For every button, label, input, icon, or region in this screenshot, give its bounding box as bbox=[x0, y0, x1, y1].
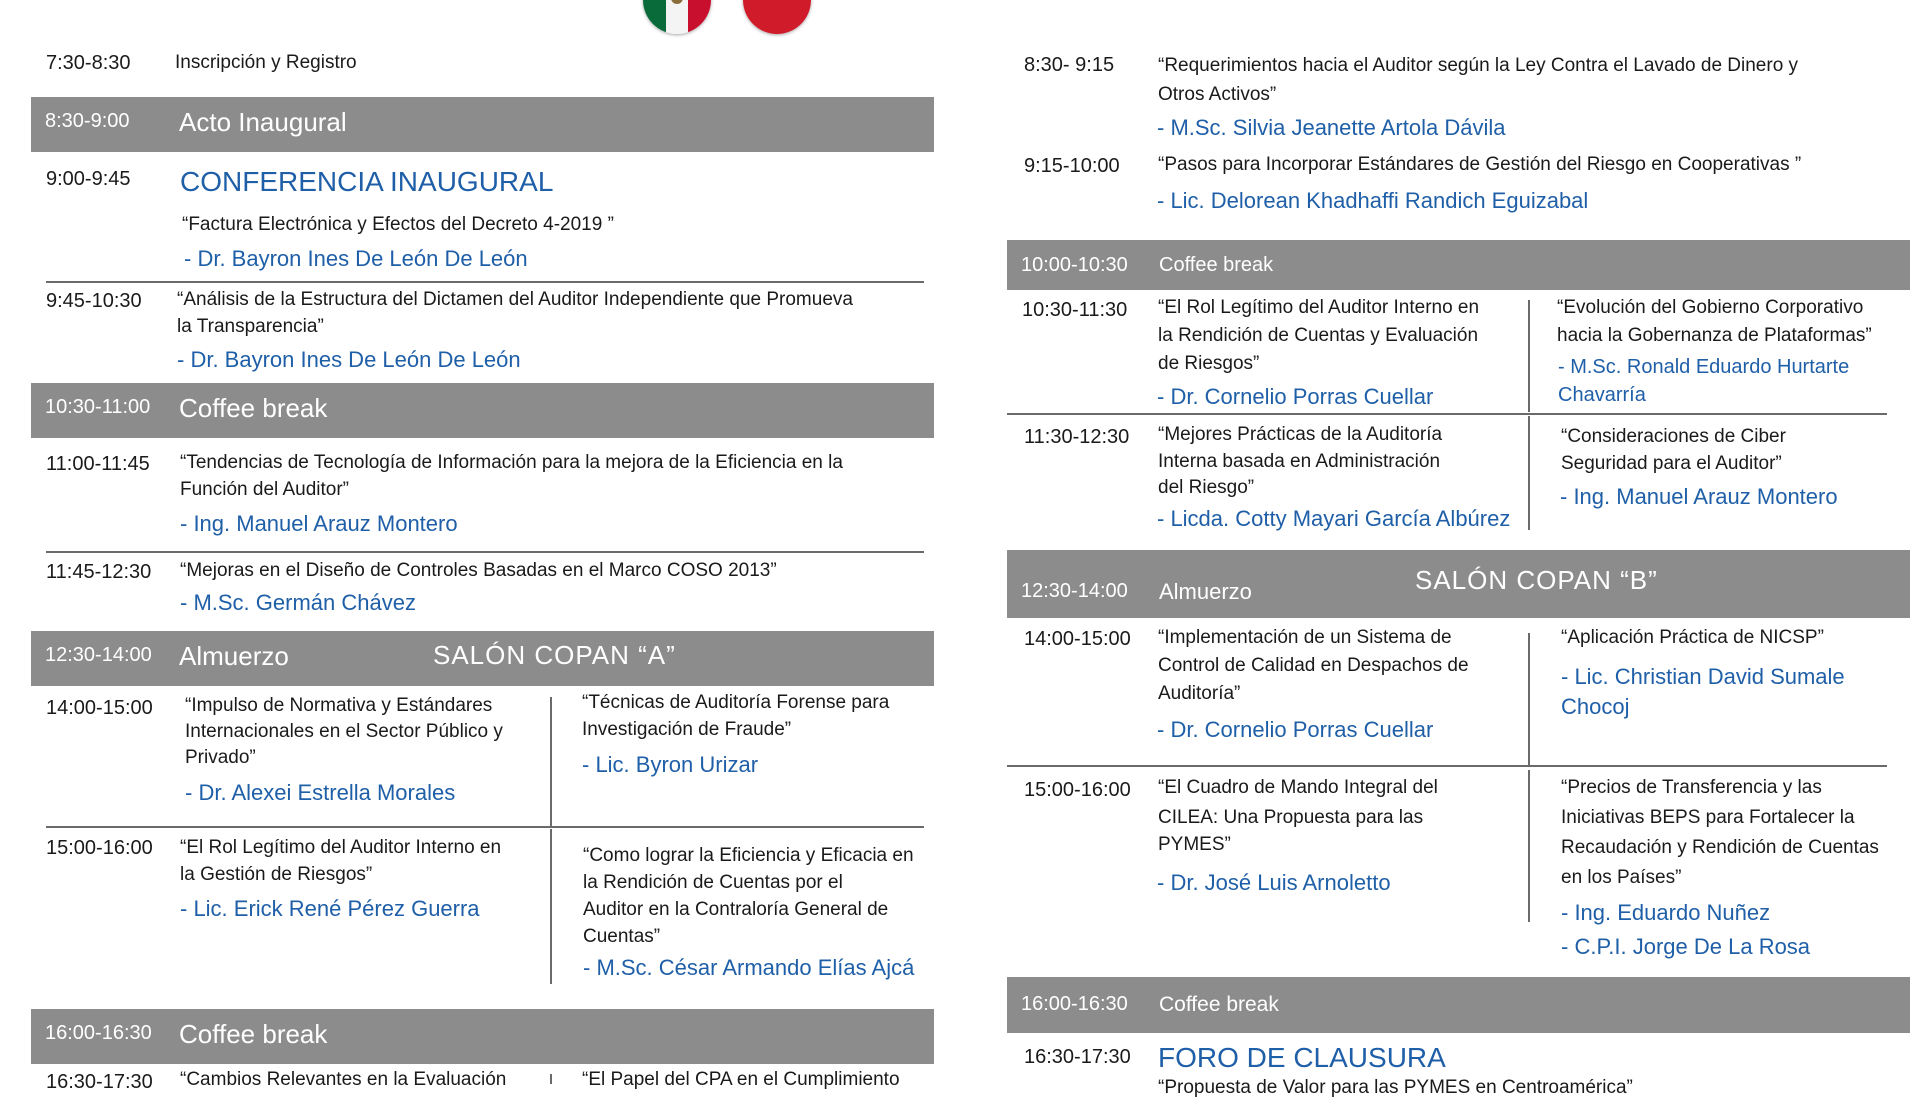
salon-label: SALÓN COPAN “A” bbox=[433, 640, 676, 670]
flag-icon bbox=[743, 0, 811, 34]
talk-title: “Mejoras en el Diseño de Controles Basadas en el Marco COSO 2013” bbox=[180, 560, 777, 581]
column-divider bbox=[1528, 770, 1530, 922]
salon-label: SALÓN COPAN “B” bbox=[1415, 565, 1658, 595]
talk-title-line: “Análisis de la Estructura del Dictamen del Auditor Independiente que Promueva bbox=[177, 289, 853, 310]
bar-label: Almuerzo bbox=[179, 641, 289, 671]
bar-label: Coffee break bbox=[179, 393, 328, 423]
speaker: - Dr. José Luis Arnoletto bbox=[1157, 870, 1391, 895]
row-time: 10:30-11:30 bbox=[1022, 299, 1128, 321]
talk-title-line: Seguridad para el Auditor” bbox=[1561, 453, 1782, 474]
row-time: 11:30-12:30 bbox=[1024, 426, 1130, 448]
row-time: 11:45-12:30 bbox=[46, 561, 152, 583]
speaker: Chavarría bbox=[1558, 384, 1646, 406]
divider bbox=[46, 826, 924, 828]
talk-title-line: “Aplicación Práctica de NICSP” bbox=[1561, 627, 1824, 648]
column-divider bbox=[550, 1074, 552, 1084]
speaker: - C.P.I. Jorge De La Rosa bbox=[1561, 934, 1811, 959]
bar-time: 10:00-10:30 bbox=[1021, 254, 1128, 276]
talk-title-line: de Riesgos” bbox=[1158, 353, 1260, 374]
talk-title-line: “Impulso de Normativa y Estándares bbox=[185, 695, 493, 716]
speaker: - Dr. Alexei Estrella Morales bbox=[185, 780, 456, 805]
speaker: - Dr. Cornelio Porras Cuellar bbox=[1157, 384, 1434, 409]
talk-title-line: CILEA: Una Propuesta para las bbox=[1158, 807, 1424, 828]
talk-title-line: “Técnicas de Auditoría Forense para bbox=[582, 692, 890, 713]
row-time: 11:00-11:45 bbox=[46, 453, 150, 475]
talk-title-line: “Implementación de un Sistema de bbox=[1158, 627, 1452, 648]
speaker: - Dr. Bayron Ines De León De León bbox=[184, 246, 528, 271]
speaker: - Lic. Erick René Pérez Guerra bbox=[180, 896, 480, 921]
speaker: - Lic. Delorean Khadhaffi Randich Eguizabal bbox=[1157, 188, 1589, 213]
row-time: 16:30-17:30 bbox=[1024, 1046, 1131, 1068]
bar-time: 12:30-14:00 bbox=[1021, 580, 1128, 602]
session-bar-coffee-break bbox=[1007, 240, 1910, 290]
talk-title-line: “Evolución del Gobierno Corporativo bbox=[1557, 297, 1864, 318]
talk-title-line: Otros Activos” bbox=[1158, 84, 1277, 105]
column-divider bbox=[1528, 300, 1530, 412]
session-bar-almuerzo bbox=[1007, 550, 1910, 618]
row-text: Inscripción y Registro bbox=[175, 52, 357, 73]
row-time: 9:45-10:30 bbox=[46, 290, 142, 312]
speaker: - M.Sc. Ronald Eduardo Hurtarte bbox=[1558, 356, 1850, 378]
talk-title-line: “Requerimientos hacia el Auditor según la Ley Contra el Lavado de Dinero y bbox=[1158, 55, 1799, 76]
session-bar-coffee-break bbox=[31, 383, 934, 438]
row-time: 14:00-15:00 bbox=[46, 697, 153, 719]
speaker: - Lic. Christian David Sumale bbox=[1561, 664, 1845, 689]
row-time: 15:00-16:00 bbox=[46, 837, 153, 859]
talk-title-line: “El Rol Legítimo del Auditor Interno en bbox=[180, 837, 502, 858]
speaker: - Ing. Manuel Arauz Montero bbox=[180, 511, 458, 536]
divider bbox=[46, 281, 924, 283]
talk-title-line: Iniciativas BEPS para Fortalecer la bbox=[1561, 807, 1855, 828]
column-divider bbox=[1528, 416, 1530, 530]
row-time: 7:30-8:30 bbox=[46, 52, 131, 74]
bar-time: 16:00-16:30 bbox=[1021, 993, 1128, 1015]
divider bbox=[1007, 765, 1887, 767]
conference-heading: CONFERENCIA INAUGURAL bbox=[180, 166, 554, 197]
talk-title-line: la Rendición de Cuentas y Evaluación bbox=[1158, 325, 1479, 346]
bar-time: 12:30-14:00 bbox=[45, 644, 152, 666]
speaker: - Dr. Cornelio Porras Cuellar bbox=[1157, 717, 1434, 742]
row-time: 8:30- 9:15 bbox=[1024, 54, 1115, 76]
speaker: - Ing. Eduardo Nuñez bbox=[1561, 900, 1771, 925]
divider bbox=[46, 551, 924, 553]
talk-title-line: Control de Calidad en Despachos de bbox=[1158, 655, 1469, 676]
talk-title-line: Interna basada en Administración bbox=[1158, 451, 1441, 472]
talk-title-line: Cuentas” bbox=[583, 926, 661, 947]
speaker: - Lic. Byron Urizar bbox=[582, 752, 759, 777]
bar-label: Coffee break bbox=[1159, 993, 1279, 1016]
talk-title-line: Recaudación y Rendición de Cuentas bbox=[1561, 837, 1879, 858]
talk-title-line: Función del Auditor” bbox=[180, 479, 349, 500]
talk-title-line: “Consideraciones de Ciber bbox=[1561, 426, 1786, 447]
talk-title-line: la Transparencia” bbox=[177, 316, 324, 337]
row-time: 14:00-15:00 bbox=[1024, 628, 1131, 650]
bar-label: Coffee break bbox=[179, 1019, 328, 1049]
talk-title-line: Auditor en la Contraloría General de bbox=[583, 899, 889, 920]
speaker: - Dr. Bayron Ines De León De León bbox=[177, 347, 521, 372]
row-time: 9:15-10:00 bbox=[1024, 155, 1120, 177]
talk-title-line: la Gestión de Riesgos” bbox=[180, 864, 373, 885]
column-divider bbox=[550, 697, 552, 827]
talk-title-line: “El Rol Legítimo del Auditor Interno en bbox=[1158, 297, 1480, 318]
talk-title-line: “Mejores Prácticas de la Auditoría bbox=[1158, 424, 1443, 445]
talk-title: “Factura Electrónica y Efectos del Decreto 4-2019 ” bbox=[182, 214, 614, 235]
talk-title-line: “Precios de Transferencia y las bbox=[1561, 777, 1822, 798]
row-time: 16:30-17:30 bbox=[46, 1071, 153, 1093]
session-bar-acto-inaugural bbox=[31, 97, 934, 152]
column-divider bbox=[550, 829, 552, 984]
bar-label: Almuerzo bbox=[1159, 579, 1252, 604]
row-time: 15:00-16:00 bbox=[1024, 779, 1131, 801]
speaker: - Licda. Cotty Mayari García Albúrez bbox=[1157, 506, 1511, 531]
divider bbox=[1007, 413, 1887, 415]
talk-title-line: “Como lograr la Eficiencia y Eficacia en bbox=[583, 845, 914, 866]
talk-title-line: Privado” bbox=[185, 747, 256, 768]
talk-title-line: en los Países” bbox=[1561, 867, 1682, 888]
session-bar-coffee-break bbox=[1007, 977, 1910, 1033]
session-bar-coffee-break bbox=[31, 1009, 934, 1064]
talk-title-line: “El Papel del CPA en el Cumplimiento bbox=[582, 1069, 900, 1090]
bar-time: 16:00-16:30 bbox=[45, 1022, 152, 1044]
talk-title-line: “Cambios Relevantes en la Evaluación bbox=[180, 1069, 507, 1090]
talk-title-line: “El Cuadro de Mando Integral del bbox=[1158, 777, 1438, 798]
session-bar-almuerzo bbox=[31, 631, 934, 686]
talk-title: “Pasos para Incorporar Estándares de Gestión del Riesgo en Cooperativas ” bbox=[1158, 154, 1802, 175]
talk-title-line: Auditoría” bbox=[1158, 683, 1241, 704]
talk-title-line: Investigación de Fraude” bbox=[582, 719, 792, 740]
talk-title-line: del Riesgo” bbox=[1158, 477, 1255, 498]
speaker: - M.Sc. Germán Chávez bbox=[180, 590, 416, 615]
talk-title-line: Internacionales en el Sector Público y bbox=[185, 721, 503, 742]
talk-title: “Propuesta de Valor para las PYMES en Centroamérica” bbox=[1158, 1077, 1633, 1098]
bar-time: 10:30-11:00 bbox=[45, 396, 151, 418]
row-time: 9:00-9:45 bbox=[46, 168, 131, 190]
talk-title-line: PYMES” bbox=[1158, 834, 1231, 855]
speaker: Chocoj bbox=[1561, 694, 1630, 719]
bar-label: Acto Inaugural bbox=[179, 107, 347, 137]
mexico-flag-icon bbox=[643, 0, 711, 34]
forum-heading: FORO DE CLAUSURA bbox=[1158, 1042, 1446, 1073]
speaker: - M.Sc. César Armando Elías Ajcá bbox=[583, 955, 915, 980]
bar-time: 8:30-9:00 bbox=[45, 110, 130, 132]
column-divider bbox=[1528, 633, 1530, 765]
bar-label: Coffee break bbox=[1159, 254, 1274, 276]
speaker: - Ing. Manuel Arauz Montero bbox=[1560, 484, 1838, 509]
talk-title-line: hacia la Gobernanza de Plataformas” bbox=[1557, 325, 1872, 346]
talk-title-line: la Rendición de Cuentas por el bbox=[583, 872, 843, 893]
speaker: - M.Sc. Silvia Jeanette Artola Dávila bbox=[1157, 115, 1506, 140]
talk-title-line: “Tendencias de Tecnología de Información para la mejora de la Eficiencia en la bbox=[180, 452, 843, 473]
